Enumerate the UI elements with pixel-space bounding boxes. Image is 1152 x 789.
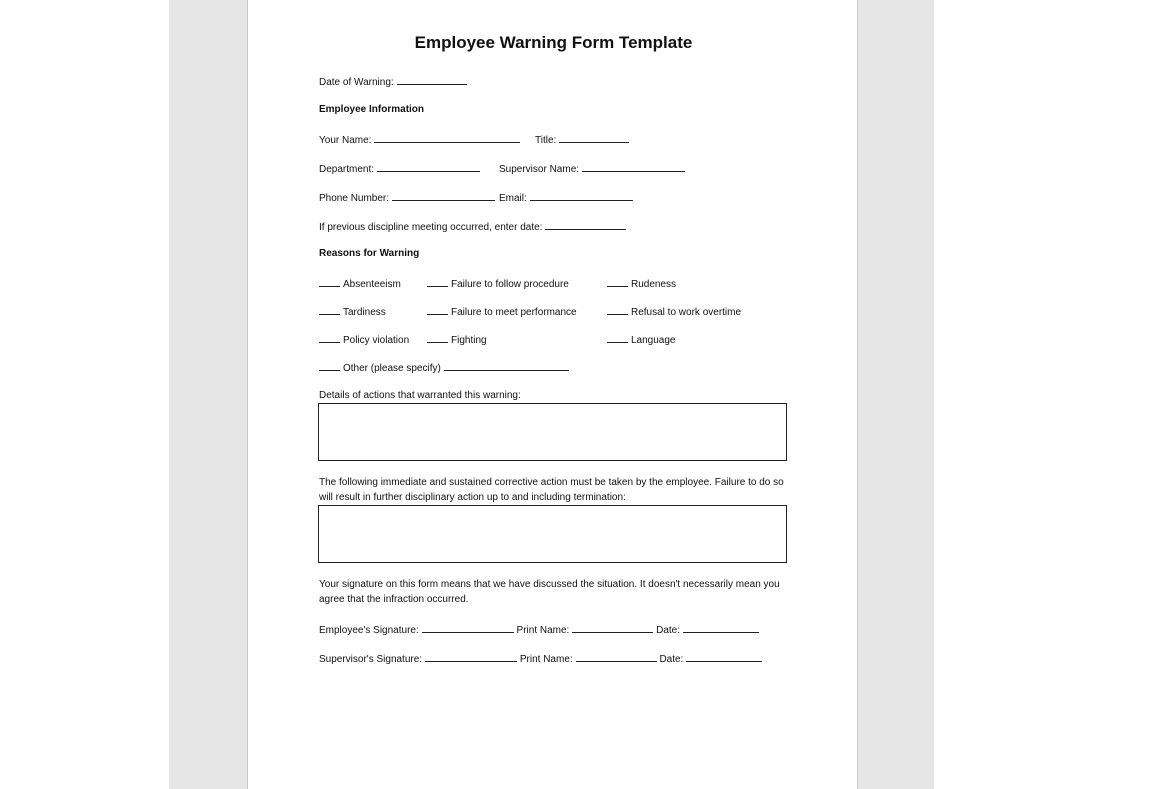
reason-other-label: Other (please specify) [343, 363, 441, 374]
title-label: Title: [535, 135, 557, 146]
reason-fighting-label: Fighting [451, 335, 487, 346]
reason-language-label: Language [631, 335, 676, 346]
details-textbox[interactable] [318, 403, 787, 461]
reason-policy-violation-check[interactable] [319, 333, 340, 343]
your-name-field[interactable] [374, 133, 520, 143]
email-label: Email: [499, 193, 527, 204]
employee-info-heading: Employee Information [319, 104, 425, 115]
employee-print-name-field[interactable] [572, 623, 653, 633]
your-name-row [319, 133, 520, 147]
department-label: Department: [319, 164, 375, 175]
reason-absenteeism [319, 277, 401, 291]
reason-failure-performance-check[interactable] [427, 305, 448, 315]
employee-signature-field[interactable] [422, 623, 514, 633]
supervisor-date-label: Date: [659, 654, 684, 665]
corrective-action-textbox[interactable] [318, 505, 787, 563]
document-page [247, 0, 858, 789]
email-field[interactable] [530, 191, 633, 201]
supervisor-date-field[interactable] [686, 652, 762, 662]
reason-policy-violation [319, 333, 409, 347]
reason-policy-violation-label: Policy violation [343, 335, 410, 346]
corrective-action-text: The following immediate and sustained corrective action must be taken by the employee. Failure to do so will result in further disciplinary action up to and including termination: [319, 477, 784, 503]
employee-date-label: Date: [656, 625, 681, 636]
reason-refusal-overtime-label: Refusal to work overtime [631, 307, 742, 318]
reason-fighting [427, 333, 487, 347]
reason-other-specify-field[interactable] [444, 361, 569, 371]
reason-refusal-overtime [607, 305, 741, 319]
previous-discipline-row [319, 220, 626, 234]
signature-note: Your signature on this form means that we have discussed the situation. It doesn't necessarily mean you agree that the infraction occurred. [319, 579, 780, 605]
your-name-label: Your Name: [319, 135, 372, 146]
employee-signature-row [319, 623, 759, 637]
reasons-heading: Reasons for Warning [319, 248, 420, 259]
phone-number-row [319, 191, 495, 205]
supervisor-signature-field[interactable] [425, 652, 517, 662]
supervisor-signature-row [319, 652, 762, 666]
reason-absenteeism-check[interactable] [319, 277, 340, 287]
reason-tardiness [319, 305, 386, 319]
reason-failure-performance [427, 305, 577, 319]
reason-failure-procedure [427, 277, 569, 291]
supervisor-name-field[interactable] [582, 162, 685, 172]
supervisor-print-name-label: Print Name: [519, 654, 573, 665]
reason-failure-procedure-label: Failure to follow procedure [451, 279, 569, 290]
title-row [535, 133, 629, 147]
previous-discipline-date-field[interactable] [545, 220, 626, 230]
department-field[interactable] [377, 162, 480, 172]
employee-signature-label: Employee's Signature: [319, 625, 419, 636]
supervisor-name-row [499, 162, 685, 176]
reason-language [607, 333, 676, 347]
page-title: Employee Warning Form Template [414, 33, 693, 52]
date-of-warning-row [319, 75, 467, 89]
reason-other [319, 361, 569, 375]
employee-print-name-label: Print Name: [516, 625, 570, 636]
reason-rudeness-label: Rudeness [631, 279, 677, 290]
phone-number-field[interactable] [392, 191, 495, 201]
reason-rudeness-check[interactable] [607, 277, 628, 287]
reason-language-check[interactable] [607, 333, 628, 343]
reason-refusal-overtime-check[interactable] [607, 305, 628, 315]
reason-failure-procedure-check[interactable] [427, 277, 448, 287]
phone-number-label: Phone Number: [319, 193, 390, 204]
reason-tardiness-check[interactable] [319, 305, 340, 315]
reason-tardiness-label: Tardiness [343, 307, 386, 318]
reason-other-check[interactable] [319, 361, 340, 371]
supervisor-print-name-field[interactable] [576, 652, 657, 662]
reason-absenteeism-label: Absenteeism [343, 279, 401, 290]
reason-rudeness [607, 277, 676, 291]
supervisor-name-label: Supervisor Name: [499, 164, 580, 175]
supervisor-signature-label: Supervisor's Signature: [319, 654, 423, 665]
department-row [319, 162, 480, 176]
date-of-warning-label: Date of Warning: [319, 77, 394, 88]
previous-discipline-label: If previous discipline meeting occurred, enter date: [319, 222, 543, 233]
details-label: Details of actions that warranted this warning: [319, 390, 521, 401]
employee-date-field[interactable] [683, 623, 759, 633]
date-of-warning-field[interactable] [397, 75, 467, 85]
email-row [499, 191, 633, 205]
reason-fighting-check[interactable] [427, 333, 448, 343]
reason-failure-performance-label: Failure to meet performance [451, 307, 577, 318]
title-field[interactable] [559, 133, 629, 143]
